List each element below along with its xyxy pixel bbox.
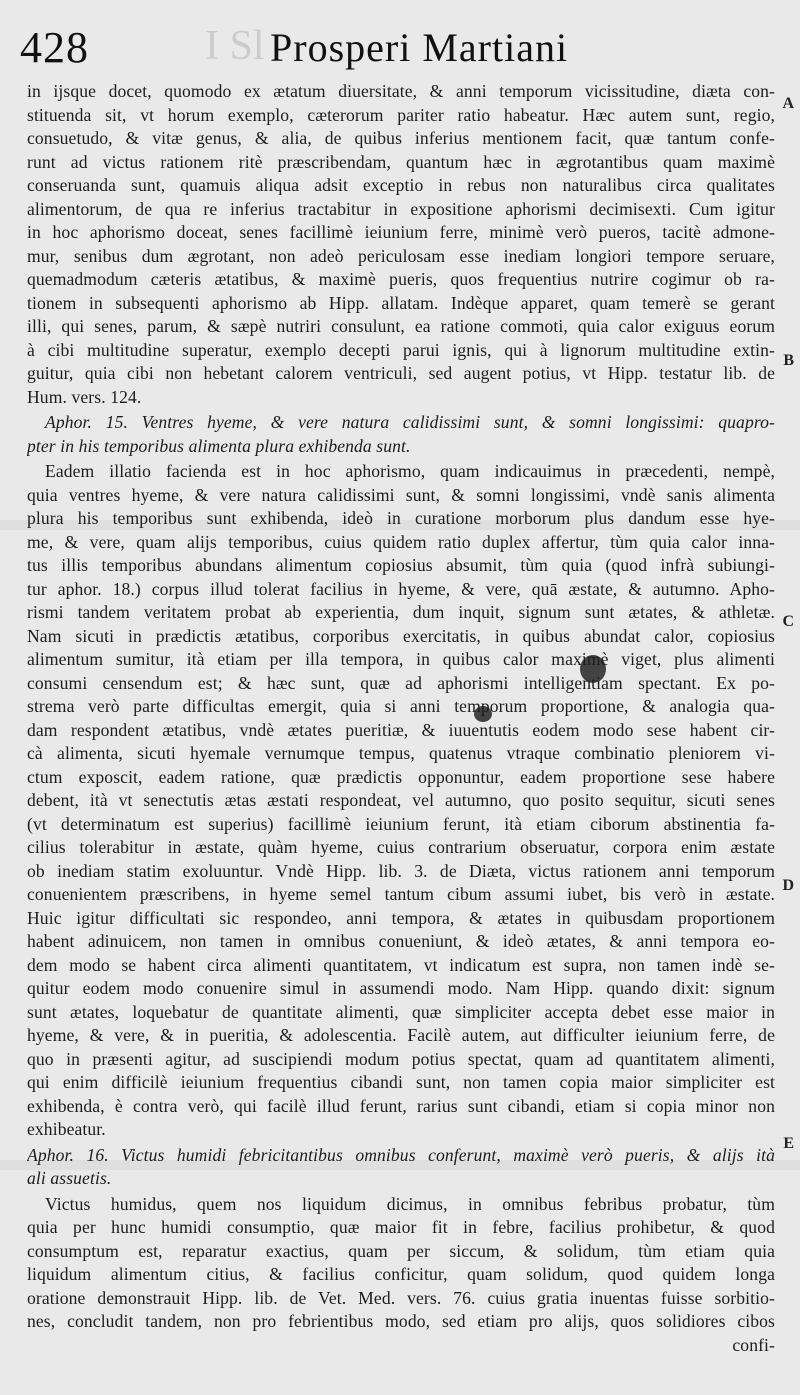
catchword: confi- xyxy=(732,1334,775,1355)
text-line: hyeme, & vere, & in pueritia, & adolescentia. Facilè autem, aut difficulter ieiunium ferre, de xyxy=(27,1025,775,1045)
aphorism-heading: Aphor. 16. Victus humidi febricitantibus omnibus conferunt, maximè verò pueris, & alijs ità xyxy=(27,1144,775,1165)
text-line: liquidum alimentum citius, & facilius conficitur, quam solidum, quod quidem longa xyxy=(27,1264,775,1284)
aphorism-heading: ali assuetis. xyxy=(27,1168,112,1188)
text-line: quemadmodum cæteris ætatibus, & maximè pueris, quos frequentius nutrire cogimur ob ra- xyxy=(27,269,775,289)
text-line: exhibenda, è contra verò, qui facilè illud ferunt, rarius sunt cibandi, etiam si copia minor non xyxy=(27,1095,775,1116)
margin-letter-a: A xyxy=(782,95,794,112)
text-line: debent, ità vt senectutis ætas æstati respondeat, vel autumno, quo posito sequitur, sicuti senes xyxy=(27,790,775,810)
text-line: alimentorum, de qua re inferius tractabitur in expositione aphorismi decimisexti. Cum igitur xyxy=(27,198,775,219)
text-line: in hoc aphorismo doceat, senes facillimè ieiunium ferre, minimè verò pueros, tacitè admone- xyxy=(27,222,775,242)
text-line: habent adinuicem, non tamen in omnibus conueniunt, & ideò ætates, & anni tempora eo- xyxy=(27,931,775,951)
text-line: quo in præsenti agitur, ad suscipiendi modum potius spectat, quam ad quantitatem alimenti, xyxy=(27,1048,775,1069)
aphorism-heading: Aphor. 15. Ventres hyeme, & vere natura calidissimi sunt, & somni longissimi: quapro- xyxy=(45,412,775,432)
text-line: Eadem illatio facienda est in hoc aphorismo, quam indicauimus in præcedenti, nempè, xyxy=(45,461,775,481)
text-line: strema verò parte difficultas emergit, quia si anni temporum proportione, & analogia qua- xyxy=(27,696,775,716)
text-line: Huic igitur difficultati sic respondeo, anni tempora, & ætates in quibusdam proportionem xyxy=(27,907,775,928)
text-line: quia per hunc humidi consumptio, quæ maior fit in febre, facilius prohibetur, & quod xyxy=(27,1217,775,1237)
text-line: conuenientem præscribens, in hyeme semel tantum cibum assumi iubet, bis verò in æstate. xyxy=(27,884,775,904)
text-line: dem modo se habent circa alimenti quantitatem, vt indicatum est supra, non tamen indè se- xyxy=(27,954,775,975)
aphorism-heading: pter in his temporibus alimenta plura exhibenda sunt. xyxy=(27,435,411,456)
text-line: exhibeatur. xyxy=(27,1119,106,1139)
text-line: à cibi multitudine superatur, exemplo decepti parui ignis, qui à lignorum multitudine extin- xyxy=(27,339,775,360)
page-header xyxy=(20,22,580,82)
text-line: tionem in subsequenti aphorismo ab Hipp. allatam. Indèque apparet, quam temerè se gerant xyxy=(27,292,775,313)
text-line: consumptum est, reparatur exactius, quam per siccum, & solidum, tùm etiam quia xyxy=(27,1240,775,1261)
text-line: Nam sicuti in prædictis ætatibus, corporibus exercitatis, in quibus abundat calor, copiosius xyxy=(27,625,775,646)
text-line: in ijsque docet, quomodo ex ætatum diuersitate, & anni temporum vicissitudine, diæta con- xyxy=(27,81,775,101)
text-line: alimentum sumitur, ità etiam per illa tempora, in quibus calor maximè viget, plus alimenti xyxy=(27,649,775,669)
text-line: (vt determinatum est superius) facillimè ieiunium ferunt, ità etiam ciborum abstinentia fa- xyxy=(27,813,775,834)
text-line: consuetudo, & vitæ genus, & alia, de quibus inferius mentionem facit, quæ tantum confe- xyxy=(27,128,775,148)
text-line: ctum exposcit, eadem ratione, quæ prædictis opponuntur, eadem proportione sese habere xyxy=(27,766,775,787)
page-number: 428 xyxy=(20,23,89,72)
text-line: oratione demonstrauit Hipp. lib. de Vet. Med. vers. 76. cuius gratia inuentas fuisse sorbitio- xyxy=(27,1287,775,1308)
margin-letter-c: C xyxy=(782,613,794,630)
margin-letter-e: E xyxy=(783,1135,794,1152)
text-line: tur aphor. 18.) corpus illud tolerat facilius in hyeme, & vere, quā æstate, & autumno. Apho- xyxy=(27,578,775,599)
text-line: quitur eodem modo conuenire simul in assumendi modo. Nam Hipp. quando dixit: signum xyxy=(27,978,775,998)
text-line: stituenda sit, vt horum exemplo, cæterorum pariter ratio habeatur. Hæc autem sunt, regio, xyxy=(27,104,775,125)
text-line: plura his temporibus sunt exhibenda, ideò in curatione morborum plus dandum esse hye- xyxy=(27,508,775,528)
text-line: rismi tandem veritatem probat ab experientia, dum inquit, signum sunt ætates, & athletæ. xyxy=(27,602,775,622)
text-line: sunt ætates, loquebatur de quantitate alimenti, quæ simpliciter accepta debet esse maior in xyxy=(27,1001,775,1022)
text-line: consumi censendum est; & hæc sunt, quæ ad aphorismi intelligentiam spectant. Ex po- xyxy=(27,672,775,693)
text-line: qui enim difficilè ieiunium frequentius cibandi sunt, non tamen copia maior simpliciter est xyxy=(27,1072,775,1092)
text-line: runt ad victus rationem ritè præscribendam, quantum hæc in ægrotantibus quam maximè xyxy=(27,151,775,172)
text-line: cilius tolerabitur in æstate, quàm hyeme, cuius contrarium obseruatur, corpora enim æstate xyxy=(27,837,775,857)
text-line: mur, senibus dum ægrotant, non adeò periculosam esse inediam longiori tempore seruare, xyxy=(27,245,775,266)
text-line: guitur, quia cibi non hebetant calorem ventriculi, sed augent potius, vt Hipp. testatur lib. de xyxy=(27,363,775,383)
text-line: Victus humidus, quem nos liquidum dicimus, in omnibus febribus probatur, tùm xyxy=(45,1193,775,1214)
main-text xyxy=(27,80,775,1357)
ghost-running-head: I Sl xyxy=(205,23,265,69)
text-line: Hum. vers. 124. xyxy=(27,386,142,407)
margin-letter-b: B xyxy=(783,352,794,369)
text-line: dam respondent ætatibus, vndè ætates pueritiæ, & iuuentutis eodem modo sese habent cir- xyxy=(27,719,775,740)
text-line: quia ventres hyeme, & vere natura calidissimi sunt, & somni longissimi, vndè sanis alimenta xyxy=(27,484,775,505)
text-line: conseruanda sunt, quamuis aliqua adsit exceptio in rebus non naturalibus circa qualitates xyxy=(27,175,775,195)
text-line: illi, qui senes, parum, & sæpè nutriri consulunt, ea ratione commoti, quia calor exiguus eorum xyxy=(27,316,775,336)
text-line: tus illis temporibus abundans alimentum copiosius absumit, tùm quia (quod infrà subiungi- xyxy=(27,555,775,575)
text-line: nes, concludit tandem, non pro febrientibus modo, sed etiam pro alijs, quos solidiores cibos xyxy=(27,1311,775,1331)
text-line: cà alimenta, sicuti hyemale vernumque tempus, quatenus vtraque combinatio pleniorem vi- xyxy=(27,743,775,763)
margin-letter-d: D xyxy=(782,877,794,894)
running-head: Prosperi Martiani xyxy=(270,25,569,70)
text-line: ob inediam statim exoluuntur. Vndè Hipp. lib. 3. de Diæta, victus rationem anni temporum xyxy=(27,860,775,881)
text-line: me, & vere, quam alijs temporibus, cuius quidem ratio duplex affertur, tùm quia calor inna- xyxy=(27,531,775,552)
